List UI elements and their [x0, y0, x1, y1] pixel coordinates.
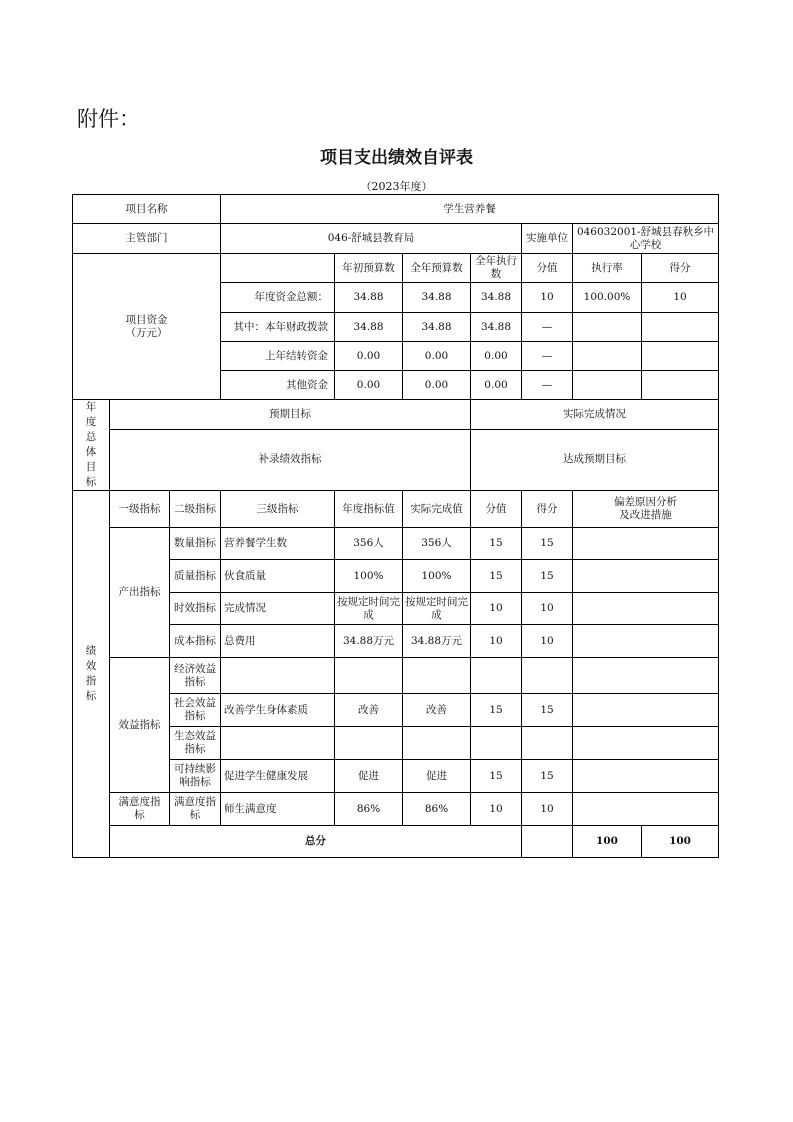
indicator-target: 34.88万元 — [335, 625, 403, 658]
expected-goal: 补录绩效指标 — [110, 429, 471, 490]
indicator-level3: 促进学生健康发展 — [221, 760, 335, 793]
funds-header-score-value: 分值 — [522, 254, 573, 283]
funds-score: 10 — [642, 283, 719, 313]
funds-header-executed: 全年执行数 — [471, 254, 522, 283]
indicator-score-value: 15 — [471, 694, 522, 727]
indicator-row — [73, 760, 719, 793]
indicator-deviation — [573, 528, 719, 560]
indicator-score-value: 10 — [471, 593, 522, 625]
funds-row-label: 上年结转资金 — [221, 342, 335, 371]
indicator-deviation — [573, 793, 719, 826]
indicator-score-value — [471, 658, 522, 694]
funds-row-label: 其他资金 — [221, 371, 335, 400]
indicator-level2: 成本指标 — [170, 625, 221, 658]
funds-initial: 0.00 — [335, 371, 403, 400]
indicator-deviation — [573, 593, 719, 625]
funds-executed: 0.00 — [471, 371, 522, 400]
funds-initial: 34.88 — [335, 283, 403, 313]
indicator-deviation — [573, 658, 719, 694]
indicator-level2: 经济效益指标 — [170, 658, 221, 694]
indicator-target: 按规定时间完成 — [335, 593, 403, 625]
indicator-score: 15 — [522, 760, 573, 793]
header-actual: 实际完成值 — [403, 491, 471, 528]
indicator-actual: 改善 — [403, 694, 471, 727]
indicators-side-label: 绩效指标 — [73, 491, 110, 858]
indicator-level3: 营养餐学生数 — [221, 528, 335, 560]
indicator-deviation — [573, 694, 719, 727]
header-level3: 三级指标 — [221, 491, 335, 528]
indicator-actual: 促进 — [403, 760, 471, 793]
funds-rate — [573, 313, 642, 342]
funds-executed: 0.00 — [471, 342, 522, 371]
indicator-target — [335, 727, 403, 760]
funds-rate: 100.00% — [573, 283, 642, 313]
header-target: 年度指标值 — [335, 491, 403, 528]
total-label: 总分 — [110, 826, 522, 858]
indicator-score: 15 — [522, 528, 573, 560]
indicator-row — [73, 625, 719, 658]
indicator-row — [73, 793, 719, 826]
indicator-level2: 生态效益指标 — [170, 727, 221, 760]
indicator-level2: 时效指标 — [170, 593, 221, 625]
indicator-deviation — [573, 625, 719, 658]
funds-row-label: 其中：本年财政拨款 — [221, 313, 335, 342]
funds-executed: 34.88 — [471, 313, 522, 342]
funds-score-value: — — [522, 313, 573, 342]
indicator-row — [73, 593, 719, 625]
project-name-value: 学生营养餐 — [221, 195, 719, 224]
indicator-target: 86% — [335, 793, 403, 826]
indicator-score-value: 15 — [471, 560, 522, 593]
indicator-score: 15 — [522, 560, 573, 593]
funds-row-label: 年度资金总额： — [221, 283, 335, 313]
indicator-level2: 数量指标 — [170, 528, 221, 560]
indicator-row — [73, 694, 719, 727]
group-output: 产出指标 — [110, 528, 170, 658]
goals-side-label: 年度总体目标 — [73, 400, 110, 491]
header-deviation: 偏差原因分析及改进措施 — [573, 491, 719, 528]
indicator-level2: 社会效益指标 — [170, 694, 221, 727]
project-name-row — [73, 195, 719, 224]
indicator-level3: 改善学生身体素质 — [221, 694, 335, 727]
group-benefit: 效益指标 — [110, 658, 170, 793]
indicator-target: 改善 — [335, 694, 403, 727]
indicator-score: 10 — [522, 793, 573, 826]
expected-goal-label: 预期目标 — [110, 400, 471, 430]
department-row — [73, 224, 719, 254]
header-score-value: 分值 — [471, 491, 522, 528]
funds-header-row — [73, 254, 719, 283]
evaluation-table — [72, 194, 719, 858]
unit-label: 实施单位 — [522, 224, 573, 254]
indicator-level2: 质量指标 — [170, 560, 221, 593]
indicator-score-value: 10 — [471, 625, 522, 658]
indicator-level2: 可持续影响指标 — [170, 760, 221, 793]
actual-goal: 达成预期目标 — [471, 429, 719, 490]
indicator-row — [73, 528, 719, 560]
indicator-deviation — [573, 760, 719, 793]
funds-score-value: — — [522, 371, 573, 400]
indicator-level3 — [221, 658, 335, 694]
indicator-score-value: 15 — [471, 528, 522, 560]
funds-header-rate: 执行率 — [573, 254, 642, 283]
header-level2: 二级指标 — [170, 491, 221, 528]
indicator-row — [73, 727, 719, 760]
funds-initial: 0.00 — [335, 342, 403, 371]
funds-header-initial: 年初预算数 — [335, 254, 403, 283]
group-satisfaction: 满意度指标 — [110, 793, 170, 826]
indicator-actual: 按规定时间完成 — [403, 593, 471, 625]
indicator-deviation — [573, 727, 719, 760]
indicator-deviation — [573, 560, 719, 593]
unit-value: 046032001-舒城县春秋乡中心学校 — [573, 224, 719, 254]
indicator-score-value — [471, 727, 522, 760]
total-score-value: 100 — [573, 826, 642, 858]
indicators-header-row — [73, 491, 719, 528]
funds-score-value: 10 — [522, 283, 573, 313]
department-label: 主管部门 — [73, 224, 221, 254]
funds-annual: 34.88 — [403, 313, 471, 342]
indicator-level2: 满意度指标 — [170, 793, 221, 826]
indicator-target — [335, 658, 403, 694]
funds-annual: 0.00 — [403, 371, 471, 400]
total-row — [73, 826, 719, 858]
funds-header-score: 得分 — [642, 254, 719, 283]
indicator-score — [522, 658, 573, 694]
funds-rate — [573, 371, 642, 400]
total-score: 100 — [642, 826, 719, 858]
total-blank — [522, 826, 573, 858]
indicator-target: 促进 — [335, 760, 403, 793]
year-label: （2023年度） — [360, 180, 433, 193]
indicator-level3: 完成情况 — [221, 593, 335, 625]
indicator-actual: 100% — [403, 560, 471, 593]
indicator-target: 100% — [335, 560, 403, 593]
funds-score — [642, 342, 719, 371]
indicator-score-value: 10 — [471, 793, 522, 826]
indicator-actual: 356人 — [403, 528, 471, 560]
indicator-actual — [403, 727, 471, 760]
indicator-level3 — [221, 727, 335, 760]
indicator-level3: 总费用 — [221, 625, 335, 658]
funds-score-value: — — [522, 342, 573, 371]
funds-label: 项目资金 （万元） — [73, 254, 221, 400]
funds-executed: 34.88 — [471, 283, 522, 313]
actual-goal-label: 实际完成情况 — [471, 400, 719, 430]
funds-rate — [573, 342, 642, 371]
page-title: 项目支出绩效自评表 — [320, 148, 473, 168]
indicator-actual — [403, 658, 471, 694]
indicator-actual: 34.88万元 — [403, 625, 471, 658]
attachment-label: 附件： — [77, 107, 140, 131]
funds-initial: 34.88 — [335, 313, 403, 342]
funds-header-annual: 全年预算数 — [403, 254, 471, 283]
indicator-target: 356人 — [335, 528, 403, 560]
goals-row — [73, 429, 719, 490]
department-value: 046-舒城县教育局 — [221, 224, 522, 254]
indicator-row — [73, 658, 719, 694]
indicator-level3: 师生满意度 — [221, 793, 335, 826]
header-level1: 一级指标 — [110, 491, 170, 528]
project-name-label: 项目名称 — [73, 195, 221, 224]
indicator-row — [73, 560, 719, 593]
indicator-score-value: 15 — [471, 760, 522, 793]
indicator-score: 15 — [522, 694, 573, 727]
indicator-score — [522, 727, 573, 760]
funds-annual: 34.88 — [403, 283, 471, 313]
indicator-score: 10 — [522, 625, 573, 658]
indicator-score: 10 — [522, 593, 573, 625]
goals-header-row — [73, 400, 719, 430]
funds-score — [642, 371, 719, 400]
funds-annual: 0.00 — [403, 342, 471, 371]
header-score: 得分 — [522, 491, 573, 528]
indicator-level3: 伙食质量 — [221, 560, 335, 593]
indicator-actual: 86% — [403, 793, 471, 826]
funds-score — [642, 313, 719, 342]
funds-header-blank — [221, 254, 335, 283]
